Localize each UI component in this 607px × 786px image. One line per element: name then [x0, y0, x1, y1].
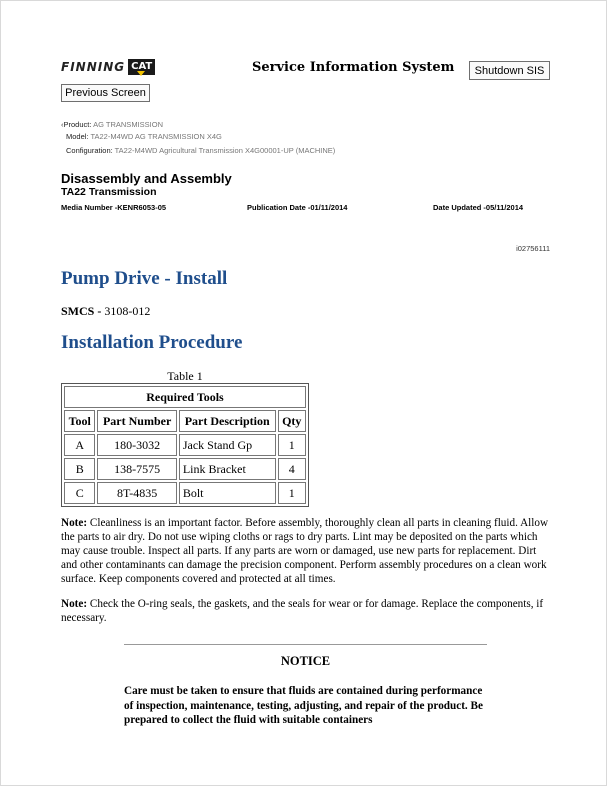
previous-screen-button[interactable]: Previous Screen: [61, 84, 150, 102]
column-header: Qty: [278, 410, 306, 432]
note-label: Note:: [61, 598, 88, 610]
part-number-cell: 180-3032: [97, 434, 176, 456]
table-header-row: [64, 410, 306, 432]
column-header: Part Description: [179, 410, 276, 432]
part-description-cell: Bolt: [179, 482, 276, 504]
qty-cell: 1: [278, 434, 306, 456]
cleanliness-note: [61, 516, 555, 586]
table-row: [64, 458, 306, 480]
table-row: [64, 482, 306, 504]
product-value: AG TRANSMISSION: [93, 120, 163, 129]
note-text: Cleanliness is an important factor. Before assembly, thoroughly clean all parts in cleaning fluid. Allow the parts to air dry. Do not use wiping cloths or rags to dry parts. Lint may be deposited on the parts which may cause trouble. Inspect all parts. If any parts are worn or damaged, use new parts for replacement. Dirt and other contaminants can damage the precision component. Perform assembly procedures on a clean work surface. Keep components covered and protected at all times.: [61, 517, 549, 585]
seal-check-note: [61, 597, 555, 625]
tool-cell: B: [64, 458, 95, 480]
qty-cell: 4: [278, 458, 306, 480]
finning-cat-logo: [61, 59, 155, 75]
logo-text: FINNING: [61, 60, 126, 74]
table-caption: Table 1: [167, 369, 203, 383]
product-label: Product:: [63, 120, 92, 129]
publication-date: Publication Date -01/11/2014: [247, 203, 348, 212]
date-updated: Date Updated -05/11/2014: [433, 203, 524, 212]
tool-cell: A: [64, 434, 95, 456]
smcs-label: SMCS -: [61, 304, 102, 318]
required-tools-table: [61, 383, 309, 507]
model-row: [66, 132, 222, 141]
cat-logo-badge: CAT: [128, 59, 155, 75]
document-subtitle: TA22 Transmission: [61, 186, 157, 198]
qty-cell: 1: [278, 482, 306, 504]
configuration-label: Configuration:: [66, 146, 113, 155]
tool-cell: C: [64, 482, 95, 504]
note-label: Note:: [61, 517, 88, 529]
part-number-cell: 8T-4835: [97, 482, 176, 504]
note-text: Check the O-ring seals, the gaskets, and the seals for wear or for damage. Replace the components, if necessary.: [61, 598, 544, 624]
page-title: Pump Drive - Install: [61, 268, 228, 289]
table-title: Required Tools: [64, 386, 306, 408]
model-value: TA22-M4WD AG TRANSMISSION X4G: [90, 132, 222, 141]
table-row: [64, 434, 306, 456]
part-number-cell: 138-7575: [97, 458, 176, 480]
section-heading: Installation Procedure: [61, 332, 243, 353]
column-header: Part Number: [97, 410, 176, 432]
smcs-code: [61, 304, 150, 319]
back-chevron-icon[interactable]: ‹: [61, 120, 64, 129]
system-title: Service Information System: [252, 60, 455, 75]
notice-title: NOTICE: [280, 654, 331, 668]
shutdown-sis-button[interactable]: Shutdown SIS: [469, 61, 550, 80]
column-header: Tool: [64, 410, 95, 432]
media-number: Media Number -KENR6053-05: [61, 203, 167, 212]
part-description-cell: Link Bracket: [179, 458, 276, 480]
configuration-value: TA22-M4WD Agricultural Transmission X4G00001-UP (MACHINE): [114, 146, 336, 155]
smcs-value: 3108-012: [101, 304, 151, 318]
part-description-cell: Jack Stand Gp: [179, 434, 276, 456]
model-label: Model:: [66, 132, 89, 141]
document-title: Disassembly and Assembly: [61, 171, 232, 186]
notice-body: Care must be taken to ensure that fluids are contained during performance of inspection, maintenance, testing, adjusting, and repair of the product. Be prepared to collect the fluid with suitable containers: [124, 685, 483, 726]
configuration-row: [66, 146, 335, 155]
product-row: [61, 120, 163, 129]
document-id: i02756111: [516, 244, 550, 253]
notice-divider: [124, 644, 487, 645]
